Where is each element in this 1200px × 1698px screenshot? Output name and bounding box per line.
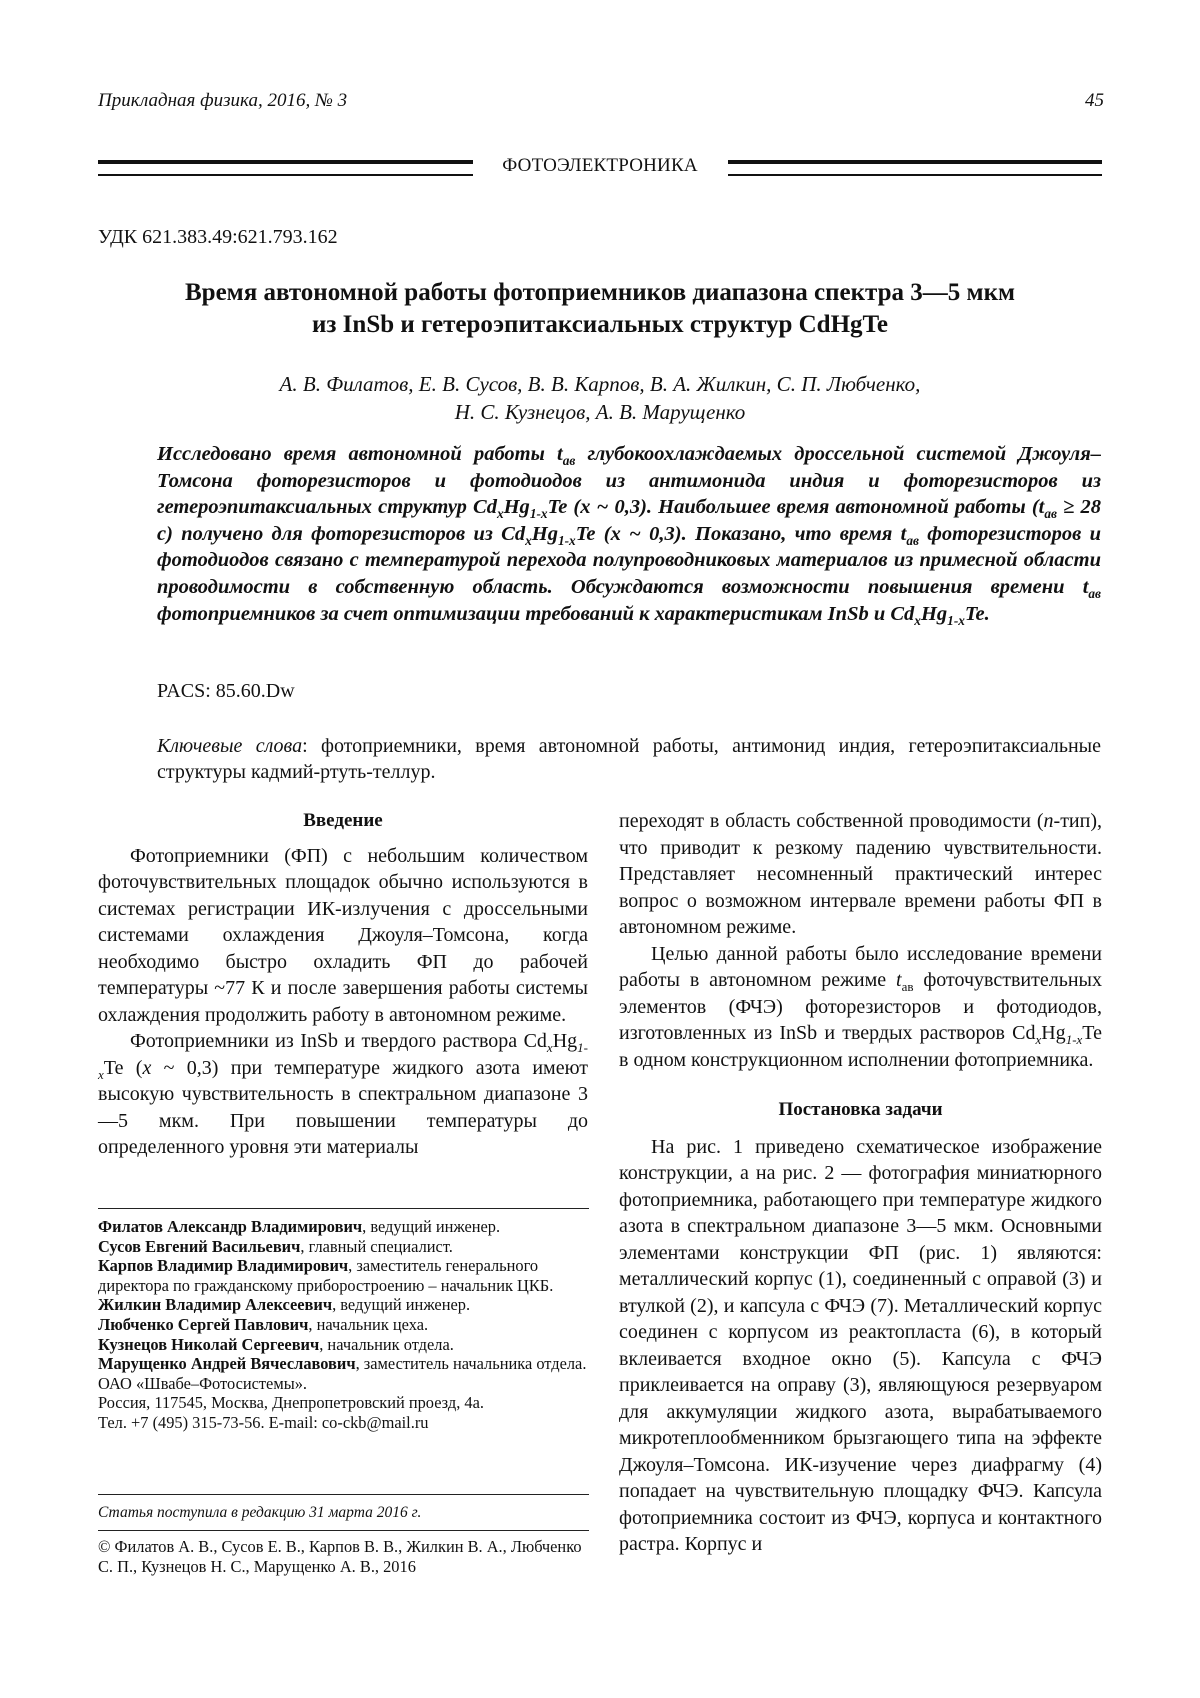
para-sub: x bbox=[546, 1040, 553, 1055]
abstract-text: Hg bbox=[503, 496, 530, 519]
abstract-sub: x bbox=[914, 612, 921, 628]
affiliation-entry bbox=[98, 1237, 589, 1257]
abstract-text: ≥ 28 с) получено для фоторезисторов из Cd bbox=[157, 496, 1101, 545]
keywords bbox=[157, 733, 1101, 785]
affiliation-entry bbox=[98, 1354, 589, 1374]
affiliation-entry bbox=[98, 1335, 589, 1355]
continuation-paragraph bbox=[619, 808, 1102, 941]
task-paragraph: На рис. 1 приведено схематическое изображение конструкции, а на рис. 2 — фотография миниатюрного фотоприемника, работающего при температуре жидкого азота в спектральном диапазоне 3—5 мкм. Основными элементами конструкции ФП (рис. 1) являются: металлический корпус (1), соединенный с оправой (3) и втулкой (2), и капсула с ФЧЭ (7). Металлический корпус соединен с корпусом из реактопласта (6), в который вклеивается входное окно (5). Капсула с ФЧЭ приклеивается на оправу (3), являющуюся резервуаром для аккумуляции жидкого азота, вырабатываемого микротеплообменником брызгающего типа на эффекте Джоуля–Томсона. ИК-изучение через диафрагму (4) попадает на чувствительную площадку ФЧЭ. Капсула фотоприемника состоит из ФЧЭ, корпуса и контактного растра. Корпус и bbox=[619, 1135, 1102, 1555]
keywords-text: : фотоприемники, время автономной работы, антимонид индия, гетероэпитаксиальные структуры кадмий-ртуть-теллур. bbox=[157, 735, 1101, 783]
section-rule-left bbox=[98, 160, 473, 176]
abstract-sub: 1-x bbox=[947, 612, 965, 628]
abstract-sub: ав bbox=[1088, 586, 1101, 602]
author-role: , заместитель начальника отдела. bbox=[355, 1354, 587, 1374]
abstract-text: Исследовано время автономной работы t bbox=[157, 443, 563, 465]
copyright-separator bbox=[98, 1530, 589, 1531]
para-text: фоточувствительных элементов (ФЧЭ) фоторезисторов и фотодиодов, изготовленных из InSb и твердых растворов Cd bbox=[619, 969, 1102, 1044]
abstract-text: глубокоохлаждаемых дроссельной системой Джоуля–Томсона фоторезисторов и фотодиодов из антимонида индия и фоторезисторов из гетероэпитаксиальных структур Cd bbox=[157, 443, 1102, 519]
copyright: © Филатов А. В., Сусов Е. В., Карпов В. В., Жилкин В. А., Любченко С. П., Кузнецов Н. С., Марущенко А. В., 2016 bbox=[98, 1537, 582, 1576]
author-name: Любченко Сергей Павлович bbox=[98, 1314, 309, 1334]
affiliation-entry bbox=[98, 1217, 589, 1237]
abstract-text: Te (x ~ 0,3). Наибольшее время автономной работы (t bbox=[547, 496, 1045, 519]
para-text: Фотоприемники из InSb и твердого раствора Cd bbox=[130, 1030, 547, 1052]
para-text: Hg bbox=[552, 1030, 578, 1052]
section-rule-right bbox=[728, 160, 1102, 176]
abstract-sub: x bbox=[525, 532, 532, 548]
received-separator bbox=[98, 1494, 589, 1495]
para-sub: 1-x bbox=[1065, 1032, 1083, 1047]
author-role: , начальник цеха. bbox=[308, 1314, 429, 1334]
abstract-text: фотоприемников за счет оптимизации требований к характеристикам InSb и Cd bbox=[157, 602, 915, 625]
author-name: Карпов Владимир Владимирович bbox=[98, 1256, 349, 1276]
abstract-text: Te (x ~ 0,3). Показано, что время t bbox=[575, 522, 907, 545]
postal-address: Россия, 117545, Москва, Днепропетровский проезд, 4а. bbox=[98, 1393, 484, 1413]
affiliation-entry bbox=[98, 1315, 589, 1335]
keywords-label: Ключевые слова bbox=[157, 735, 303, 757]
affiliation-entry bbox=[98, 1256, 589, 1295]
affiliation-entry bbox=[98, 1295, 589, 1315]
para-sub: x bbox=[1035, 1032, 1042, 1047]
para-sub: 1-x bbox=[98, 1040, 588, 1082]
para-text: ~ 0,3) при температуре жидкого азота имеют высокую чувствительность в спектральном диапазоне 3—5 мкм. При повышении температуры до определенного уровня эти материалы bbox=[98, 1056, 588, 1158]
section-title: ФОТОЭЛЕКТРОНИКА bbox=[502, 155, 698, 176]
title-line-2: из InSb и гетероэпитаксиальных структур CdHgTe bbox=[311, 311, 888, 338]
contact-info: Тел. +7 (495) 315-73-56. E-mail: co-ckb@mail.ru bbox=[98, 1412, 429, 1432]
author-role: , ведущий инженер. bbox=[332, 1295, 471, 1315]
para-sub: ав bbox=[901, 979, 914, 994]
para-text: -тип), что приводит к резкому падению чувствительности. Представляет несомненный практический интерес вопрос о возможном интервале времени работы ФП в автономном режиме. bbox=[619, 810, 1102, 938]
abstract-text: Hg bbox=[531, 522, 558, 545]
left-column-body bbox=[98, 808, 588, 1161]
author-name: Филатов Александр Владимирович bbox=[98, 1217, 363, 1236]
footnote-separator bbox=[98, 1208, 589, 1209]
para-italic: t bbox=[896, 969, 902, 991]
task-heading: Постановка задачи bbox=[778, 1099, 943, 1120]
organization: ОАО «Швабе–Фотосистемы». bbox=[98, 1373, 308, 1393]
abstract-sub: ав bbox=[562, 453, 576, 469]
authors-line-1: А. В. Филатов, Е. В. Сусов, В. В. Карпов, В. А. Жилкин, С. П. Любченко, bbox=[279, 372, 921, 396]
title-line-1: Время автономной работы фотоприемников диапазона спектра 3—5 мкм bbox=[184, 279, 1016, 306]
para-italic: n bbox=[1043, 810, 1054, 832]
para-text: переходят в область собственной проводимости ( bbox=[619, 810, 1044, 832]
right-column-body bbox=[619, 808, 1102, 1558]
para-text: Te ( bbox=[103, 1056, 143, 1079]
para-text: Hg bbox=[1041, 1022, 1066, 1044]
author-affiliations bbox=[98, 1217, 589, 1433]
udk-code: УДК 621.383.49:621.793.162 bbox=[98, 226, 338, 248]
received-date: Статья поступила в редакцию 31 марта 2016 г. bbox=[98, 1504, 422, 1521]
para-text: Целью данной работы было исследование времени работы в автономном режиме bbox=[619, 942, 1102, 991]
author-list bbox=[98, 370, 1102, 426]
journal-name: Прикладная физика, 2016, № 3 bbox=[98, 90, 348, 111]
page-number: 45 bbox=[1085, 90, 1104, 111]
author-role: , главный специалист. bbox=[300, 1236, 453, 1256]
intro-heading: Введение bbox=[303, 810, 383, 831]
author-name: Жилкин Владимир Алексеевич bbox=[98, 1295, 333, 1315]
author-name: Марущенко Андрей Вячеславович bbox=[98, 1354, 356, 1374]
intro-paragraph-2 bbox=[98, 1028, 588, 1161]
abstract-sub: ав bbox=[906, 532, 919, 548]
abstract-sub: 1-x bbox=[529, 506, 548, 522]
para-italic: x bbox=[142, 1056, 152, 1079]
abstract-text: фоторезисторов и фотодиодов связано с температурой перехода полупроводниковых материалов из примесной области проводимости в собственную область. Обсуждаются возможности повышения времени t bbox=[157, 522, 1101, 598]
abstract-sub: ав bbox=[1044, 506, 1057, 522]
abstract bbox=[157, 441, 1101, 627]
author-role: , заместитель генерального директора по гражданскому приборостроению – начальник ЦКБ. bbox=[98, 1256, 554, 1295]
author-role: , ведущий инженер. bbox=[362, 1217, 501, 1236]
abstract-text: Hg bbox=[920, 602, 948, 625]
authors-line-2: Н. С. Кузнецов, А. В. Марущенко bbox=[454, 400, 746, 424]
author-name: Сусов Евгений Васильевич bbox=[98, 1236, 301, 1256]
abstract-sub: 1-x bbox=[557, 532, 576, 548]
abstract-sub: x bbox=[496, 506, 504, 522]
goal-paragraph bbox=[619, 941, 1102, 1074]
author-name: Кузнецов Николай Сергеевич bbox=[98, 1334, 320, 1354]
intro-paragraph-1: Фотоприемники (ФП) с небольшим количеством фоточувствительных площадок обычно используются в системах регистрации ИК-излучения с дроссельными системами охлаждения Джоуля–Томсона, когда необходимо быстро охладить ФП до рабочей температуры ~77 К и после завершения работы системы охлаждения продолжить работу в автономном режиме. bbox=[98, 844, 588, 1026]
para-text: Te в одном конструкционном исполнении фотоприемника. bbox=[619, 1022, 1102, 1071]
pacs-code: PACS: 85.60.Dw bbox=[157, 680, 295, 702]
author-role: , начальник отдела. bbox=[319, 1334, 454, 1354]
abstract-text: Te. bbox=[964, 602, 990, 625]
article-title bbox=[98, 277, 1102, 341]
